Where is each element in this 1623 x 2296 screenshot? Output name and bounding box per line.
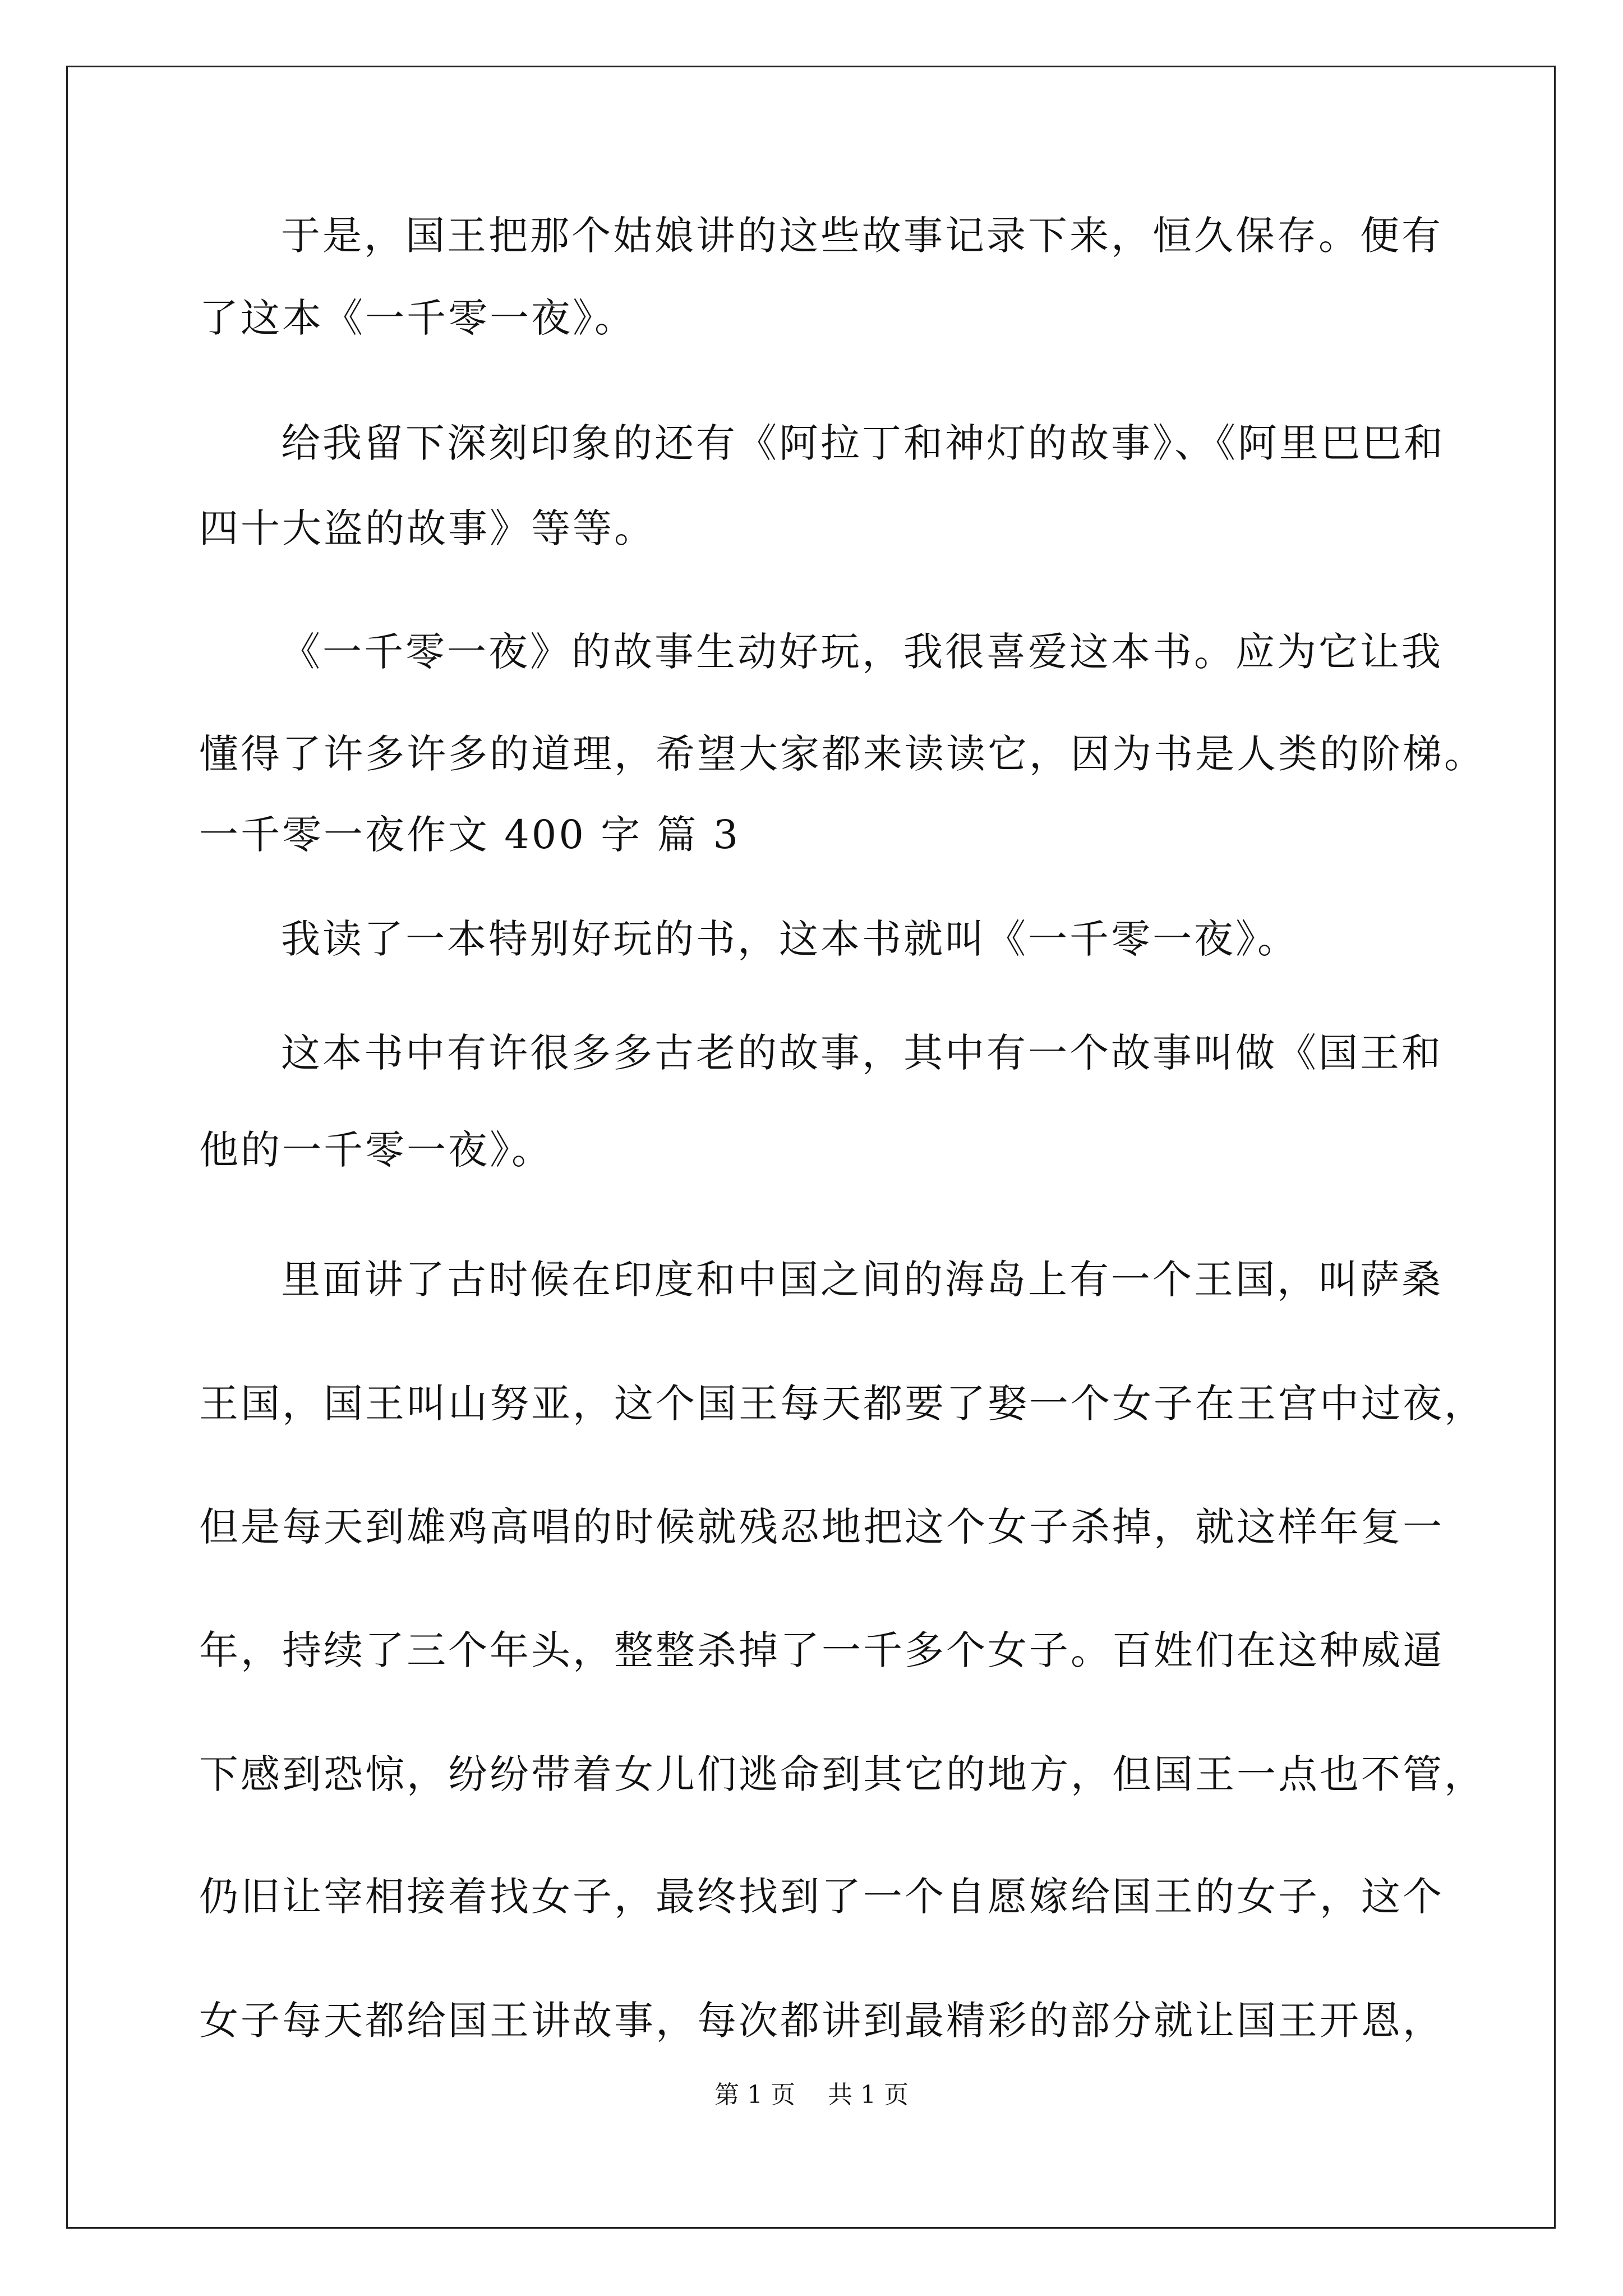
text-line: 于是，国王把那个姑娘讲的这些故事记录下来，恒久保存。便有: [281, 213, 1443, 259]
text-line: 年，持续了三个年头，整整杀掉了一千多个女子。百姓们在这种威逼: [199, 1627, 1444, 1673]
text-line: 懂得了许多许多的道理，希望大家都来读读它，因为书是人类的阶梯。: [199, 731, 1486, 777]
text-line: 下感到恐惊，纷纷带着女儿们逃命到其它的地方，但国王一点也不管，: [199, 1751, 1486, 1797]
text-line: 《一千零一夜》的故事生动好玩，我很喜爱这本书。应为它让我: [281, 629, 1443, 675]
text-line: 女子每天都给国王讲故事，每次都讲到最精彩的部分就让国王开恩，: [199, 1998, 1444, 2044]
page-count: 共 1 页: [828, 2081, 909, 2109]
text-line: 里面讲了古时候在印度和中国之间的海岛上有一个王国，叫萨桑: [281, 1257, 1443, 1303]
page-number: 第 1 页: [714, 2081, 795, 2109]
text-line: 四十大盗的故事》等等。: [199, 505, 656, 551]
text-line: 他的一千零一夜》。: [199, 1127, 553, 1173]
text-line: 给我留下深刻印象的还有《阿拉丁和神灯的故事》、《阿里巴巴和: [281, 420, 1445, 466]
text-line: 但是每天到雄鸡高唱的时候就残忍地把这个女子杀掉，就这样年复一: [199, 1504, 1444, 1550]
section-heading: 一千零一夜作文 400 字 篇 3: [199, 812, 741, 858]
text-line: 了这本《一千零一夜》。: [199, 295, 636, 341]
text-line: 仍旧让宰相接着找女子，最终找到了一个自愿嫁给国王的女子，这个: [199, 1874, 1444, 1920]
text-line: 王国，国王叫山努亚，这个国王每天都要了娶一个女子在王宫中过夜，: [199, 1381, 1486, 1427]
text-line: 我读了一本特别好玩的书，这本书就叫《一千零一夜》。: [281, 916, 1299, 962]
text-line: 这本书中有许很多多古老的故事，其中有一个故事叫做《国王和: [281, 1030, 1443, 1076]
page-footer: [0, 2078, 1623, 2112]
